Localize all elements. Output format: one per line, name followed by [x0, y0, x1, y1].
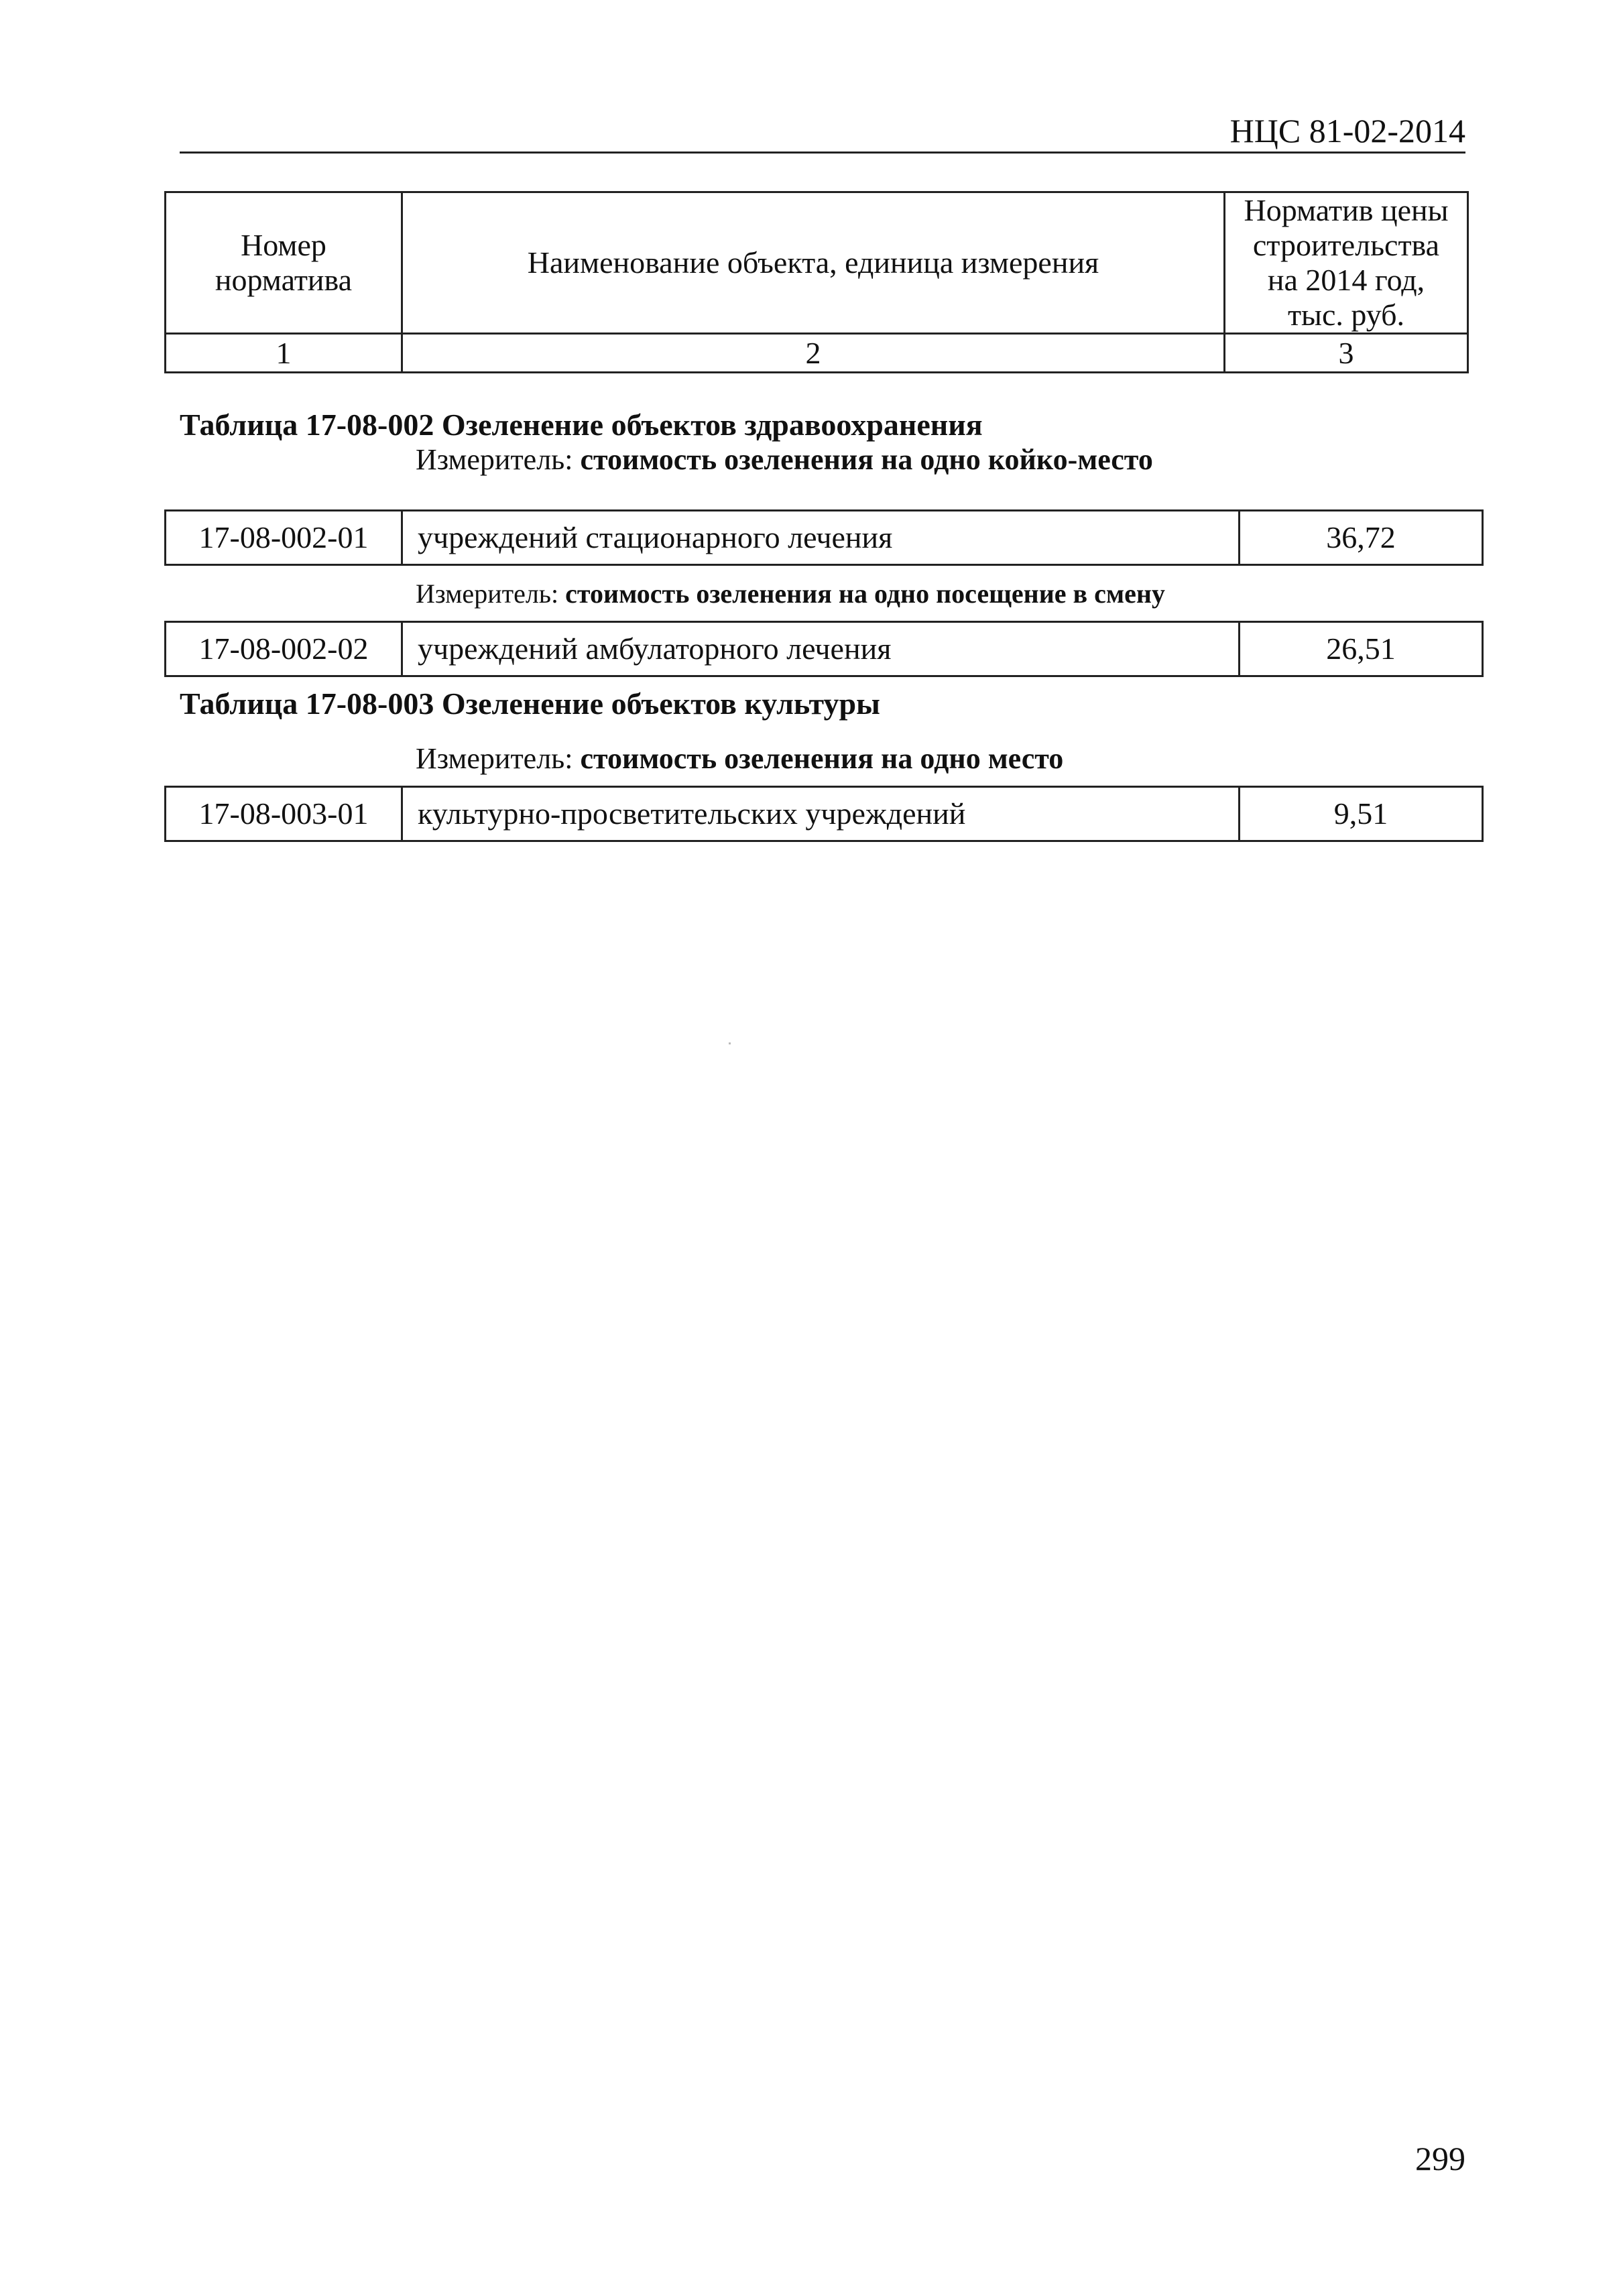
- measure-caption: Измеритель: стоимость озеленения на одно место: [416, 742, 1064, 775]
- column-header-table: [164, 191, 1469, 373]
- table-row: [166, 511, 1483, 565]
- norm-row-table: [164, 621, 1484, 677]
- norm-row-table: [164, 786, 1484, 842]
- norm-code: 17-08-002-01: [166, 511, 402, 565]
- page-number: 299: [1415, 2140, 1465, 2177]
- measure-caption: Измеритель: стоимость озеленения на одно койко-место: [416, 443, 1153, 476]
- table-title-17-08-003: Таблица 17-08-003 Озеленение объектов культуры: [180, 686, 880, 721]
- column-header-name: Наименование объекта, единица измерения: [402, 192, 1225, 334]
- header-rule: [180, 152, 1465, 154]
- norm-name: учреждений стационарного лечения: [402, 511, 1240, 565]
- measure-caption: Измеритель: стоимость озеленения на одно посещение в смену: [416, 579, 1165, 609]
- table-row: [166, 787, 1483, 841]
- scan-speck: [729, 1042, 731, 1044]
- norm-name: учреждений амбулаторного лечения: [402, 622, 1240, 676]
- column-number-3: 3: [1225, 334, 1468, 373]
- norm-code: 17-08-002-02: [166, 622, 402, 676]
- document-code: НЦС 81-02-2014: [1229, 112, 1465, 149]
- table-title-17-08-002: Таблица 17-08-002 Озеленение объектов здравоохранения: [180, 408, 983, 442]
- norm-name: культурно-просветительских учреждений: [402, 787, 1240, 841]
- norm-price: 36,72: [1240, 511, 1483, 565]
- table-row: [166, 622, 1483, 676]
- norm-price: 9,51: [1240, 787, 1483, 841]
- norm-code: 17-08-003-01: [166, 787, 402, 841]
- column-number-2: 2: [402, 334, 1225, 373]
- column-header-price: Норматив цены строительства на 2014 год, тыс. руб.: [1225, 192, 1468, 334]
- norm-row-table: [164, 509, 1484, 566]
- column-number-1: 1: [166, 334, 402, 373]
- column-header-number: Номер норматива: [166, 192, 402, 334]
- norm-price: 26,51: [1240, 622, 1483, 676]
